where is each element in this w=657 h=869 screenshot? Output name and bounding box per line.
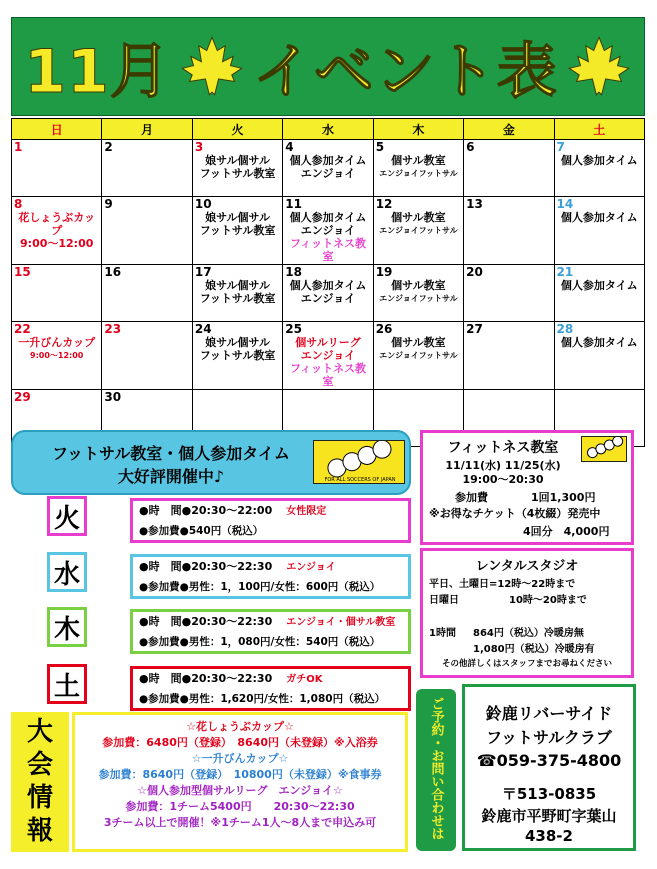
- day-number: 25: [285, 322, 302, 336]
- tournament-label-char: 会: [26, 750, 53, 780]
- calendar-event: フィットネス教室: [289, 237, 366, 263]
- schedule-time: ●時 間●20:30～22:30: [139, 560, 273, 573]
- calendar-event: エンジョイ: [300, 349, 356, 362]
- calendar-event: エンジョイ: [300, 167, 356, 180]
- calendar-day-cell: [192, 140, 282, 197]
- schedule-tag: 女性限定: [286, 506, 327, 517]
- calendar-week: [12, 197, 645, 265]
- header-banner: [11, 17, 645, 116]
- calendar-day-cell: [464, 197, 554, 265]
- calendar-day-cell: [283, 265, 373, 322]
- calendar-day-cell: [373, 322, 463, 390]
- schedule-row: [130, 554, 411, 599]
- schedule-fee: ●参加費●男性：1,620円/女性：1,080円（税込）: [139, 693, 386, 705]
- calendar-day-cell: [464, 322, 554, 390]
- toto-tagline: FOR ALL SOCCERS OF JAPAN: [324, 477, 396, 483]
- tournament-line: ☆個人参加型個サルリーグ エンジョイ☆: [137, 784, 343, 797]
- day-number: 29: [14, 390, 31, 404]
- weekday-0: 日: [12, 119, 102, 140]
- schedule-time-row: [139, 614, 402, 630]
- schedule-tag: エンジョイ・個サル教室: [286, 617, 396, 628]
- schedule-time-row: [139, 559, 402, 575]
- calendar-event: エンジョイ: [300, 224, 356, 237]
- day-number: 20: [466, 265, 483, 279]
- calendar-week: [12, 322, 645, 390]
- page-title: [12, 18, 644, 115]
- day-number: 10: [194, 197, 212, 211]
- calendar-event: 個人参加タイム: [289, 154, 367, 167]
- tournament-line: ☆花しょうぶカップ☆: [186, 720, 294, 733]
- day-number: 28: [556, 322, 574, 336]
- calendar-event: エンジョイフットサル: [379, 294, 458, 303]
- weekday-1: 月: [102, 119, 192, 140]
- weekday-5: 金: [464, 119, 554, 140]
- calendar-day-cell: [12, 265, 102, 322]
- weekday-2: 火: [192, 119, 282, 140]
- schedule-time: ●時 間●20:30～22:30: [139, 672, 273, 685]
- calendar-week: [12, 140, 645, 197]
- calendar-day-cell: [192, 197, 282, 265]
- tournament-line: 参加費：6480円（登録） 8640円（未登録）※入浴券: [102, 736, 378, 749]
- day-key-1: 水: [47, 552, 87, 592]
- tournament-line: 3チーム以上で開催！※1チーム1人～8人まで申込み可: [103, 816, 377, 829]
- day-number: 17: [194, 265, 212, 279]
- day-number: 11: [285, 197, 302, 211]
- calendar-day-cell: [12, 140, 102, 197]
- calendar-event: フットサル教室: [199, 292, 276, 305]
- day-number: 22: [14, 322, 31, 336]
- tournament-info: [72, 712, 408, 852]
- calendar-day-cell: [464, 140, 554, 197]
- weekday-4: 木: [373, 119, 463, 140]
- day-number: 27: [466, 322, 483, 336]
- calendar-event: エンジョイフットサル: [379, 226, 458, 235]
- calendar-week: [12, 265, 645, 322]
- club-name-2: フットサルクラブ: [486, 728, 612, 747]
- calendar-event: フィットネス教室: [289, 362, 366, 388]
- club-name-1: 鈴鹿リバーサイド: [485, 704, 613, 723]
- maple-leaf-icon: [179, 34, 245, 100]
- rental-holiday: 10時～20時まで: [509, 595, 587, 606]
- toto-small-logo: [581, 436, 627, 462]
- calendar-event: フットサル教室: [199, 224, 276, 237]
- day-number: 12: [375, 197, 393, 211]
- calendar-day-cell: [464, 265, 554, 322]
- banner-line-2: 大好評開催中♪: [117, 467, 225, 486]
- toto-logo-icon: [582, 437, 628, 463]
- day-number: 19: [375, 265, 393, 279]
- rental-note: その他詳しくはスタッフまでお尋ねください: [441, 659, 612, 669]
- tournament-line: 参加費：1チーム5400円 20:30～22:30: [125, 800, 355, 813]
- day-number: 6: [466, 140, 475, 154]
- toto-logo-icon: [314, 441, 406, 485]
- day-number: 4: [285, 140, 294, 154]
- schedule-fee: ●参加費●男性：1，080円/女性：540円（税込）: [139, 636, 381, 648]
- day-number: 18: [285, 265, 302, 279]
- day-number: 26: [375, 322, 393, 336]
- day-number: 16: [104, 265, 122, 279]
- calendar-day-cell: [12, 322, 102, 390]
- day-number: 3: [194, 140, 204, 154]
- calendar-day-cell: [373, 265, 463, 322]
- calendar-day-cell: [373, 197, 463, 265]
- tournament-line: ☆一升びんカップ☆: [191, 752, 289, 765]
- calendar-day-cell: [373, 140, 463, 197]
- calendar-day-cell: [283, 140, 373, 197]
- fitness-ticket: ※お得なチケット（4枚綴）発売中: [429, 507, 601, 520]
- calendar-day-cell: [102, 197, 192, 265]
- schedule-row: [130, 609, 411, 654]
- calendar-day-cell: [283, 197, 373, 265]
- contact-label: [416, 689, 456, 851]
- rental-weekday: 平日、土曜日=12時～22時まで: [429, 579, 576, 590]
- day-number: 8: [14, 197, 23, 211]
- weekday-6: 土: [554, 119, 644, 140]
- calendar-day-cell: [12, 197, 102, 265]
- day-number: 24: [194, 322, 212, 336]
- calendar-day-cell: [192, 265, 282, 322]
- rental-holiday-label: 日曜日: [429, 595, 459, 606]
- schedule-row: [130, 666, 411, 711]
- weekday-3: 水: [283, 119, 373, 140]
- maple-leaf-icon: [566, 34, 632, 100]
- tournament-line: 参加費：8640円（登録） 10800円（未登録）※食事券: [98, 768, 382, 781]
- calendar-event: 一升びんカップ: [18, 336, 96, 349]
- calendar-event: エンジョイフットサル: [379, 169, 458, 178]
- futsal-banner: [11, 430, 411, 495]
- calendar-event: フットサル教室: [199, 167, 276, 180]
- calendar-event: 個人参加タイム: [560, 279, 638, 292]
- schedule-time-row: [139, 503, 402, 519]
- calendar-event: 個サル教室: [391, 154, 446, 167]
- calendar-event: 9:00～12:00: [30, 351, 84, 360]
- calendar-day-cell: [102, 140, 192, 197]
- rental-title: レンタルスタジオ: [475, 559, 579, 574]
- contact-label-text: [416, 689, 456, 851]
- calendar-event: 個サル教室: [391, 211, 446, 224]
- day-number: 1: [14, 140, 23, 154]
- tournament-label: [11, 712, 69, 852]
- calendar-event: 個人参加タイム: [289, 211, 367, 224]
- fitness-title: フィットネス教室: [447, 440, 559, 456]
- day-key-2: 木: [47, 607, 87, 647]
- calendar-day-cell: [554, 265, 644, 322]
- schedule-time: ●時 間●20:30～22:30: [139, 615, 273, 628]
- club-info: [462, 684, 636, 851]
- calendar-event: 個サルリーグ: [295, 336, 361, 349]
- club-address-2: 438-2: [525, 827, 573, 845]
- calendar-day-cell: [102, 322, 192, 390]
- tournament-label-char: 情: [26, 783, 53, 813]
- fitness-fee: 1回1,300円: [531, 491, 596, 504]
- day-number: 7: [556, 140, 565, 154]
- schedule-tag: ガチOK: [286, 674, 323, 685]
- club-zip: 〒513-0835: [501, 785, 597, 803]
- fitness-ticket-price: 4回分 4,000円: [523, 525, 610, 538]
- toto-logo: [313, 440, 405, 484]
- calendar-day-cell: [554, 140, 644, 197]
- day-number: 15: [14, 265, 31, 279]
- schedule-row: [130, 498, 411, 543]
- svg-text:ご予約・お問い合わせは: ご予約・お問い合わせは: [428, 697, 444, 840]
- calendar-event: 個人参加タイム: [560, 211, 638, 224]
- rental-studio-panel: [420, 548, 634, 678]
- title-month: 11月: [24, 36, 171, 107]
- calendar-event: 花しょうぶカップ: [18, 211, 96, 237]
- day-number: 23: [104, 322, 122, 336]
- fitness-time: 19:00～20:30: [462, 473, 544, 486]
- tournament-label-char: 報: [26, 816, 53, 846]
- calendar-event: 個サル教室: [391, 279, 446, 292]
- club-phone[interactable]: ☎059-375-4800: [476, 751, 622, 770]
- calendar-event: 個サル教室: [391, 336, 446, 349]
- title-event: イベント表: [252, 36, 558, 107]
- day-number: 14: [556, 197, 574, 211]
- event-calendar: [11, 118, 645, 447]
- calendar-day-cell: [102, 265, 192, 322]
- tournament-label-char: 大: [26, 717, 53, 747]
- rental-price-2: 1,080円（税込）冷暖房有: [473, 644, 595, 655]
- calendar-day-cell: [554, 197, 644, 265]
- banner-line-1: フットサル教室・個人参加タイム: [52, 444, 290, 463]
- calendar-event: エンジョイ: [300, 292, 356, 305]
- day-number: 9: [104, 197, 113, 211]
- fitness-dates: 11/11(水) 11/25(水): [445, 459, 561, 472]
- day-number: 2: [104, 140, 113, 154]
- calendar-event: 9:00～12:00: [20, 237, 94, 250]
- day-key-3: 土: [47, 664, 87, 704]
- calendar-event: 娘サル個サル: [205, 211, 270, 224]
- calendar-event: 個人参加タイム: [289, 279, 367, 292]
- calendar-event: 個人参加タイム: [560, 336, 638, 349]
- schedule-time-row: [139, 671, 402, 687]
- calendar-day-cell: [192, 322, 282, 390]
- schedule-fee: ●参加費●540円（税込）: [139, 525, 264, 537]
- calendar-event: フットサル教室: [199, 349, 276, 362]
- schedule-time: ●時 間●20:30～22:00: [139, 504, 273, 517]
- day-number: 30: [104, 390, 122, 404]
- club-address-1: 鈴鹿市平野町字葉山: [481, 807, 617, 825]
- calendar-event: 娘サル個サル: [205, 336, 270, 349]
- calendar-event: 娘サル個サル: [205, 279, 270, 292]
- calendar-event: 娘サル個サル: [205, 154, 270, 167]
- calendar-day-cell: [283, 322, 373, 390]
- day-number: 5: [375, 140, 385, 154]
- schedule-tag: エンジョイ: [286, 562, 336, 573]
- weekday-header: [12, 119, 645, 140]
- schedule-fee: ●参加費●男性：1，100円/女性：600円（税込）: [139, 581, 381, 593]
- day-key-0: 火: [47, 496, 87, 536]
- day-number: 21: [556, 265, 574, 279]
- calendar-event: 個人参加タイム: [560, 154, 638, 167]
- rental-hour-label: 1時間: [429, 628, 456, 639]
- fitness-fee-label: 参加費: [455, 491, 488, 504]
- rental-price-1: 864円（税込）冷暖房無: [473, 628, 584, 639]
- day-number: 13: [466, 197, 483, 211]
- calendar-day-cell: [554, 322, 644, 390]
- fitness-panel: [420, 430, 634, 545]
- calendar-event: エンジョイフットサル: [379, 351, 458, 360]
